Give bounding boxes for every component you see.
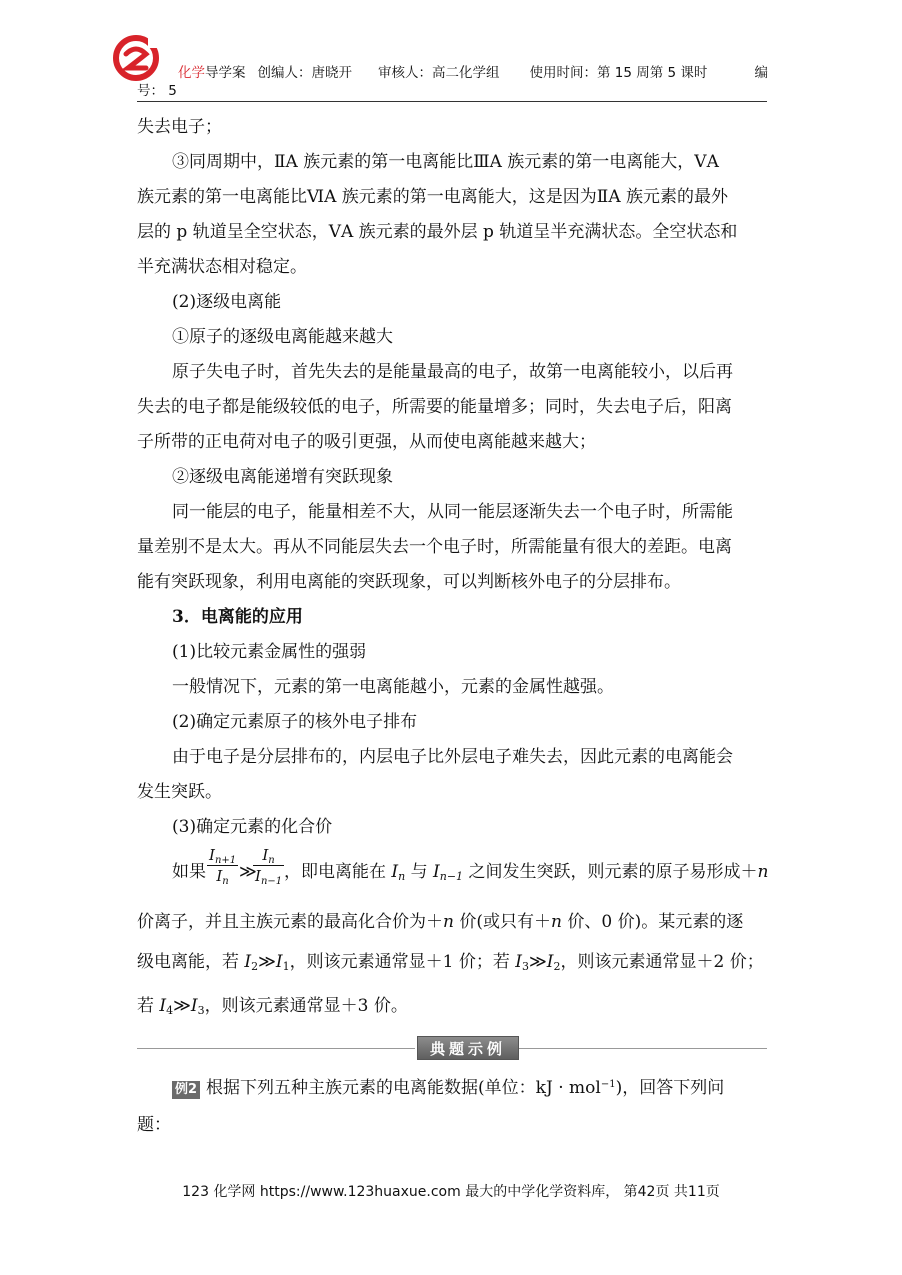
subsection-heading: (3)确定元素的化合价 <box>172 817 333 837</box>
header-author: 创编人：唐晓开 <box>257 65 352 81</box>
example-banner: 典题示例 <box>417 1036 519 1060</box>
example-tag: 例2 <box>172 1081 200 1099</box>
paragraph: 量差别不是太大。再从不同能层失去一个电子时，所需能量有很大的差距。电离 <box>137 537 732 557</box>
header-divider <box>137 101 767 102</box>
formula-text: ，即电离能在 $I_n$ 与 $I_{n-1}$ 之间发生突跃，则元素的原子易形成＋n <box>284 862 769 883</box>
section-heading: (2)逐级电离能 <box>172 292 282 312</box>
example-question: 例2 根据下列五种主族元素的电离能数据(单位：kJ · mol$^{-1}$)，回答下列问 <box>137 1068 767 1108</box>
paragraph: 能有突跃现象，利用电离能的突跃现象，可以判断核外电子的分层排布。 <box>137 572 681 592</box>
header-number: 号： 5 <box>137 83 177 99</box>
paragraph: 族元素的第一电离能比ⅥA 族元素的第一电离能大，这是因为ⅡA 族元素的最外 <box>137 187 729 207</box>
subsection-heading: (2)确定元素原子的核外电子排布 <box>172 712 418 732</box>
paragraph: 价离子，并且主族元素的最高化合价为＋n 价(或只有＋n 价、0 价)。某元素的逐 <box>137 912 744 932</box>
paragraph: 由于电子是分层排布的，内层电子比外层电子难失去，因此元素的电离能会 <box>172 747 733 767</box>
formula-prefix: 如果 <box>172 862 206 882</box>
fraction-1: $\frac{I_{n+1}}{I_n}$ <box>209 846 237 887</box>
header-reviewer: 审核人：高二化学组 <box>378 65 500 81</box>
page-footer: 123 化学网 https://www.123huaxue.com 最大的中学化学资料库， 第42页 共11页 <box>182 1184 720 1200</box>
paragraph: 失去电子； <box>137 117 222 137</box>
much-greater-symbol: ≫ <box>239 862 257 882</box>
header-info <box>178 64 768 82</box>
paragraph: 失去的电子都是能级较低的电子，所需要的能量增多；同时，失去电子后，阳离 <box>137 397 732 417</box>
fraction-2: $\frac{I_n}{I_{n-1}}$ <box>255 846 283 887</box>
red-swirl-logo-icon <box>112 34 160 82</box>
paragraph: 层的 p 轨道呈全空状态，ⅤA 族元素的最外层 p 轨道呈半充满状态。全空状态和 <box>137 222 738 242</box>
paragraph: 子所带的正电荷对电子的吸引更强，从而使电离能越来越大； <box>137 432 596 452</box>
header-time: 使用时间：第 15 周第 5 课时 <box>529 65 708 81</box>
paragraph: 级电离能，若 $I_2≫I_1$，则该元素通常显＋1 价；若 $I_3≫I_2$，则该元素通常显＋2 价； <box>137 952 764 973</box>
section-heading: 3．电离能的应用 <box>172 607 303 627</box>
paragraph: 一般情况下，元素的第一电离能越小，元素的金属性越强。 <box>172 677 614 697</box>
subsection-heading: ②逐级电离能递增有突跃现象 <box>172 467 393 487</box>
formula-line <box>137 845 767 905</box>
paragraph: 发生突跃。 <box>137 782 222 802</box>
paragraph: 同一能层的电子，能量相差不大，从同一能层逐渐失去一个电子时，所需能 <box>172 502 733 522</box>
paragraph: 半充满状态相对稳定。 <box>137 257 307 277</box>
paragraph: 若 $I_4≫I_3$，则该元素通常显＋3 价。 <box>137 996 408 1017</box>
document-body <box>137 110 767 1143</box>
example-question-cont: 题： <box>137 1115 171 1135</box>
header-brand-red: 化学 <box>178 65 205 81</box>
paragraph: 原子失电子时，首先失去的是能量最高的电子，故第一电离能较小，以后再 <box>172 362 733 382</box>
subsection-heading: (1)比较元素金属性的强弱 <box>172 642 367 662</box>
subsection-heading: ①原子的逐级电离能越来越大 <box>172 327 393 347</box>
header-brand-rest: 导学案 <box>205 65 246 81</box>
paragraph: ③同周期中，ⅡA 族元素的第一电离能比ⅢA 族元素的第一电离能大，ⅤA <box>172 152 719 172</box>
header-number-label: 编 <box>754 65 768 81</box>
example-banner-row <box>137 1028 767 1068</box>
